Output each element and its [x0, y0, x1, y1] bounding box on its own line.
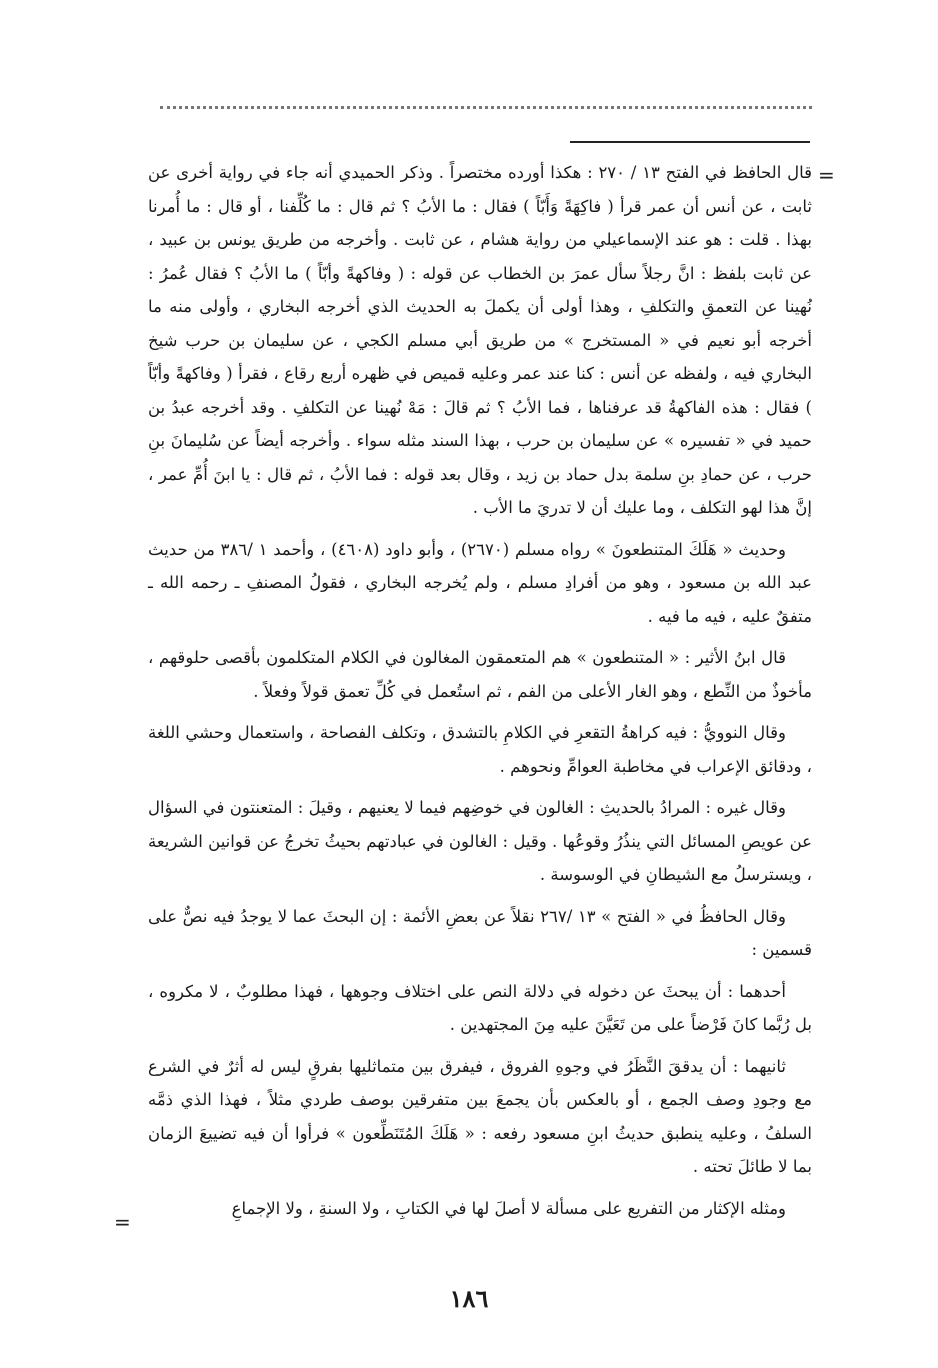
paragraph-8: ثانيهما : أن يدققَ النَّظَرُ في وجوهِ الفروق ، فيفرق بين متماثليها بفرقٍ ليس له أثرٌ في الشرع مع وجودِ وصف الجمع ، أو بالعكس بأن يجمعَ بين متفرقين بوصف طردي مثلاً ، فهذا الذي ذمَّه السلفُ ، وعليه ينطبق حديثُ ابنِ مسعود رفعه : « هَلَكَ المُتَنَطِّعون » فرأوا أن فيه تضييعَ الزمان بما لا طائلَ تحته . — [148, 1056, 812, 1176]
paragraph-1: قال الحافظ في الفتح ١٣ / ٢٧٠ : هكذا أورده مختصراً . وذكر الحميدي أنه جاء في رواية أخرى عن ثابت ، عن أنس أن عمر قرأ ( فاكِهَةً وَأَبّاً ) فقال : ما الأبُ ؟ ثم قال : ما كُلِّفنا ، أو قال : ما أُمرنا بهذا . قلت : هو عند الإسماعيلي من رواية هشام ، عن ثابت . وأخرجه من طريق يونس بن عبيد ، عن ثابت بلفظ : انَّ رجلاً سأل عمرَ بن الخطاب عن قوله : ( وفاكهةً وأبّاً ) ما الأبُ ؟ فقال عُمرُ : نُهينا عن التعمقِ والتكلفِ ، وهذا أولى أن يكملَ به الحديث الذي أخرجه البخاري ، وأولى منه ما أخرجه أبو نعيم في « المستخرج » من طريق أبي مسلم الكجي ، عن سليمان بن حرب شيخ البخاري فيه ، ولفظه عن أنس : كنا عند عمر وعليه قميص في ظهره أربع رقاع ، فقرأ ( وفاكهةً وأبّاً ) فقال : هذه الفاكهةُ قد عرفناها ، فما الأبُ ؟ ثم قالَ : مَهْ نُهينا عن التكلفِ . وقد أخرجه عبدُ بن حميد في « تفسيره » عن سليمان بن حرب ، بهذا السند مثله سواء . وأخرجه أيضاً عن سُليمانَ بنِ حرب ، عن حمادِ بنِ سلمة بدل حماد بن زيد ، وقال بعد قوله : فما الأبُ ، ثم قال : يا ابنَ أُمِّ عمر ، إنَّ هذا لهو التكلف ، وما عليك أن لا تدريَ ما الأب . — [148, 163, 812, 517]
paragraph-6: وقال الحافظُ في « الفتح » ١٣ /٢٦٧ نقلاً عن بعضِ الأئمة : إن البحثَ عما لا يوجدُ فيه نصٌّ على قسمين : — [148, 906, 812, 959]
footnote-text — [148, 156, 812, 1233]
continuation-mark-bottom: = — [114, 1210, 131, 1234]
footnote-rule — [570, 141, 810, 143]
paragraph-5: وقال غيره : المرادُ بالحديثِ : الغالون في خوضِهم فيما لا يعنيهم ، وقيلَ : المتعنتون في السؤال عن عويصِ المسائل التي ينذُرُ وقوعُها . وقيل : الغالون في عبادتهم بحيثُ تخرجُ عن قوانين الشريعة ، ويسترسلُ مع الشيطانِ في الوسوسة . — [148, 798, 812, 884]
paragraph-4: وقال النوويُّ : فيه كراهةُ التقعرِ في الكلامِ بالتشدق ، وتكلف الفصاحة ، واستعمال وحشي اللغة ، ودقائق الإعراب في مخاطبة العوامِّ ونحوهم . — [148, 723, 812, 776]
continuation-mark-top: = — [818, 163, 835, 187]
paragraph-2: وحديث « هَلَكَ المتنطعونَ » رواه مسلم (٢٦٧٠) ، وأبو داود (٤٦٠٨) ، وأحمد ١ /٣٨٦ من حديث عبد الله بن مسعود ، وهو من أفرادِ مسلم ، ولم يُخرجه البخاري ، فقولُ المصنفِ ـ رحمه الله ـ متفقٌ عليه ، فيه ما فيه . — [148, 539, 812, 626]
paragraph-3: قال ابنُ الأثير : « المتنطعون » هم المتعمقون المغالون في الكلام المتكلمون بأقصى حلوقهم ، مأخوذٌ من النِّطع ، وهو الغار الأعلى من الفم ، ثم استُعمل في كُلِّ تعمق قولاً وفعلاً . — [148, 648, 812, 701]
paragraph-7: أحدهما : أن يبحثَ عن دخوله في دلالة النص على اختلاف وجوهها ، فهذا مطلوبٌ ، لا مكروه ، بل رُبَّما كانَ فَرْضاً على من تَعَيَّنَ عليه مِنَ المجتهدين . — [148, 981, 812, 1034]
dotted-separator — [160, 106, 812, 109]
paragraph-9: ومثله الإكثار من التفريع على مسألة لا أصلَ لها في الكتابِ ، ولا السنةِ ، ولا الإجماعِ — [231, 1198, 786, 1218]
page-number: ١٨٦ — [449, 1284, 489, 1313]
